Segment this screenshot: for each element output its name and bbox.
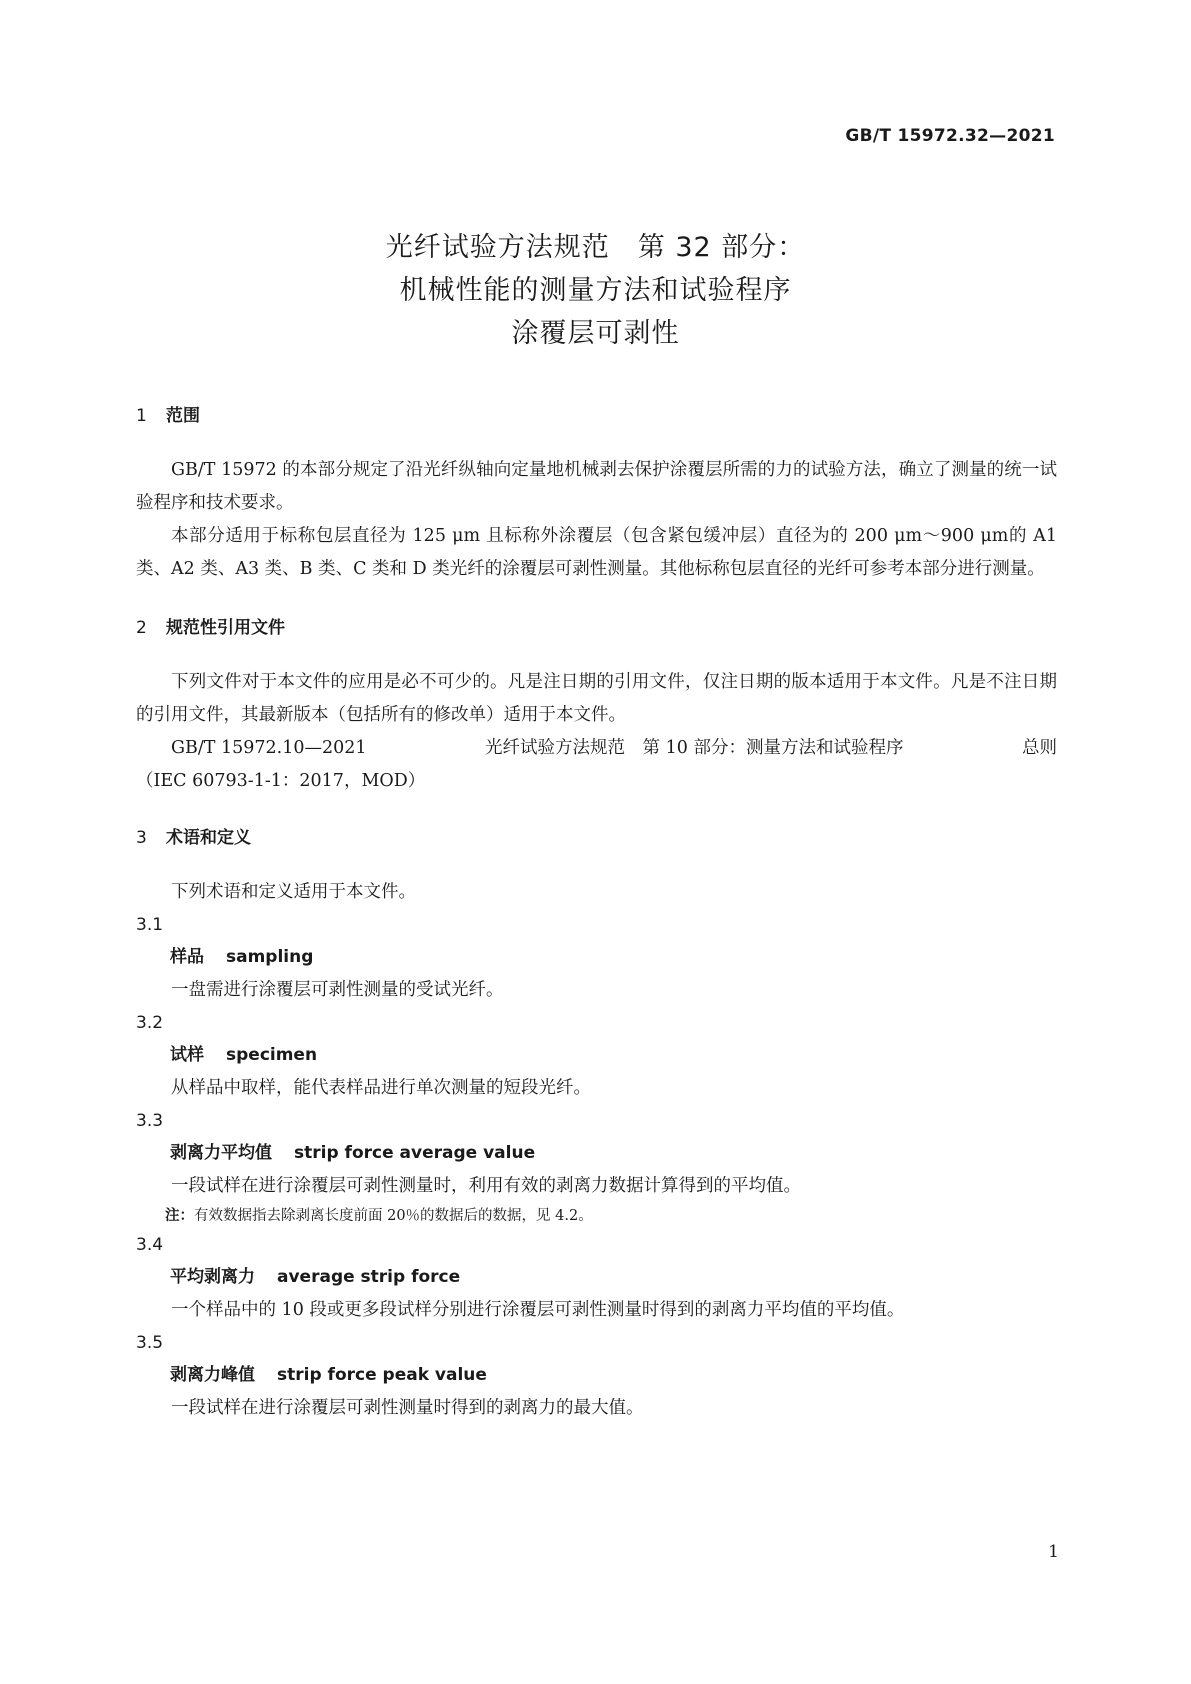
term-title	[136, 941, 1057, 974]
term-en: sampling	[226, 947, 314, 967]
term-title	[136, 1039, 1057, 1072]
term-zh: 剥离力峰值	[170, 1365, 255, 1385]
reference-code: GB/T 15972.10—2021	[171, 738, 367, 758]
term-en: average strip force	[277, 1267, 461, 1287]
term-title	[136, 1359, 1057, 1392]
term-en: specimen	[226, 1045, 318, 1065]
section-2-heading	[136, 616, 1057, 640]
term-zh: 平均剥离力	[170, 1267, 255, 1287]
term-en: strip force average value	[294, 1143, 536, 1163]
standard-number: GB/T 15972.32—2021	[845, 126, 1055, 146]
term-number: 3.3	[136, 1111, 164, 1131]
term-title	[136, 1137, 1057, 1170]
term-en: strip force peak value	[277, 1365, 487, 1385]
scope-paragraph-1: GB/T 15972 的本部分规定了沿光纤纵轴向定量地机械剥去保护涂覆层所需的力的试验方法，确立了测量的统一试验程序和技术要求。	[136, 460, 1057, 513]
term-definition: 一段试样在进行涂覆层可剥性测量时，利用有效的剥离力数据计算得到的平均值。	[171, 1176, 801, 1196]
term-zh: 试样	[170, 1045, 204, 1065]
page-number: 1	[1048, 1542, 1059, 1562]
section-3-title: 术语和定义	[166, 828, 251, 848]
title-line-3: 涂覆层可剥性	[511, 318, 680, 349]
term-entry-3-4	[136, 1229, 1057, 1327]
term-entry-3-5	[136, 1327, 1057, 1425]
section-3-heading	[136, 826, 1057, 850]
term-zh: 样品	[170, 947, 204, 967]
term-title	[136, 1261, 1057, 1294]
term-definition: 一个样品中的 10 段或更多段试样分别进行涂覆层可剥性测量时得到的剥离力平均值的平均值。	[171, 1300, 905, 1320]
document-title	[0, 226, 1191, 355]
normative-ref-paragraph: 下列文件对于本文件的应用是必不可少的。凡是注日期的引用文件，仅注日期的版本适用于本文件。凡是不注日期的引用文件，其最新版本（包括所有的修改单）适用于本文件。	[136, 672, 1057, 725]
term-entry-3-1	[136, 909, 1057, 1007]
section-1-number: 1	[136, 406, 147, 426]
term-number: 3.1	[136, 915, 164, 935]
term-definition: 一盘需进行涂覆层可剥性测量的受试光纤。	[171, 980, 504, 1000]
reference-title: 光纤试验方法规范 第 10 部分：测量方法和试验程序	[485, 738, 904, 758]
term-zh: 剥离力平均值	[170, 1143, 272, 1163]
scope-paragraph-2: 本部分适用于标称包层直径为 125 μm 且标称外涂覆层（包含紧包缓冲层）直径为的 200 μm～900 μm的 A1 类、A2 类、A3 类、B 类、C 类和 D 类光纤的涂覆层可剥性测量。其他标称包层直径的光纤可参考本部分进行测量。	[136, 526, 1057, 579]
term-entry-3-3	[136, 1105, 1057, 1229]
document-body	[136, 404, 1057, 1425]
term-note	[136, 1203, 1057, 1229]
term-number: 3.4	[136, 1235, 164, 1255]
term-definition: 从样品中取样，能代表样品进行单次测量的短段光纤。	[171, 1078, 591, 1098]
terms-intro: 下列术语和定义适用于本文件。	[171, 882, 416, 902]
section-1-heading	[136, 404, 1057, 428]
reference-title-tail: 总则	[1021, 738, 1057, 758]
term-definition: 一段试样在进行涂覆层可剥性测量时得到的剥离力的最大值。	[171, 1398, 644, 1418]
section-2-title: 规范性引用文件	[166, 618, 285, 638]
term-number: 3.2	[136, 1013, 164, 1033]
reference-entry	[136, 732, 1057, 765]
reference-entry-line-2: （IEC 60793-1-1：2017，MOD）	[136, 771, 426, 791]
section-3-number: 3	[136, 828, 147, 848]
title-line-2: 机械性能的测量方法和试验程序	[399, 275, 792, 306]
term-entry-3-2	[136, 1007, 1057, 1105]
section-2-number: 2	[136, 618, 147, 638]
term-number: 3.5	[136, 1333, 164, 1353]
section-1-title: 范围	[166, 406, 200, 426]
note-label: 注：	[165, 1208, 194, 1224]
note-text: 有效数据指去除剥离长度前面 20％的数据后的数据，见 4.2。	[194, 1208, 593, 1224]
title-line-1: 光纤试验方法规范 第 32 部分：	[385, 232, 806, 263]
